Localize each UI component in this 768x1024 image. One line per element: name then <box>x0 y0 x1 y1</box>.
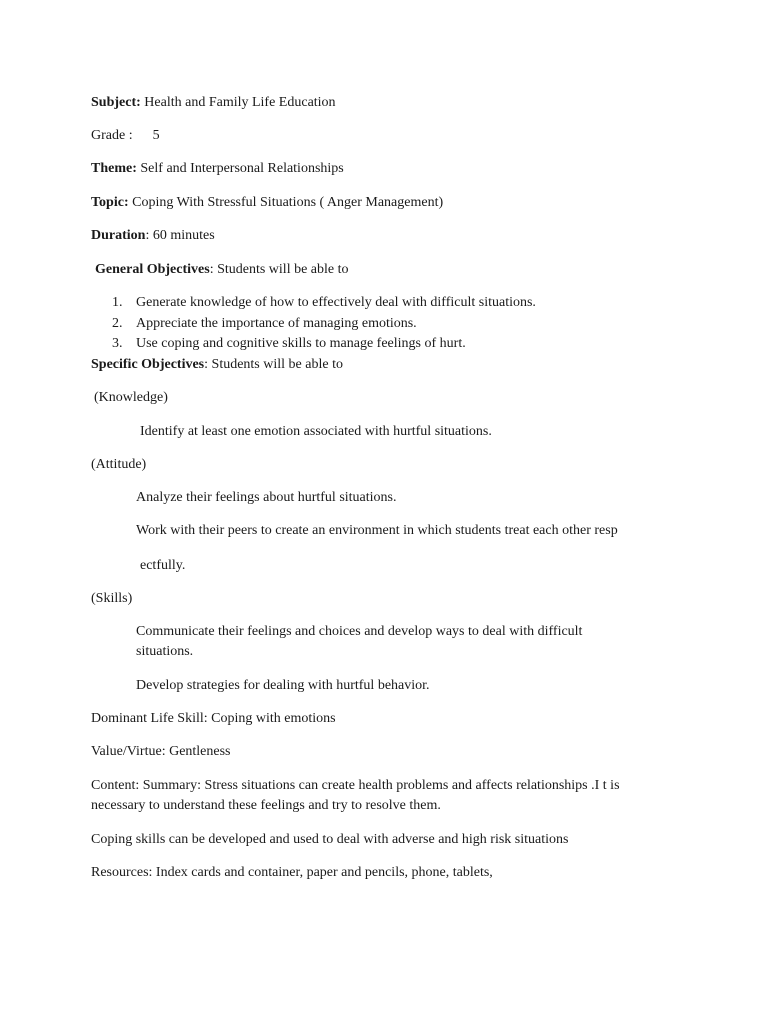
list-item-number: 2. <box>112 316 123 331</box>
attitude-objective-2: Work with their peers to create an environment in which students treat each other resp <box>136 523 618 538</box>
subject-label: Subject: <box>91 95 141 110</box>
resources-line: Resources: Index cards and container, paper and pencils, phone, tablets, <box>91 865 493 880</box>
list-item: Appreciate the importance of managing emotions. <box>136 316 417 331</box>
general-objectives-label: General Objectives <box>95 262 210 277</box>
topic-line <box>91 194 443 212</box>
coping-skills-line: Coping skills can be developed and used to deal with adverse and high risk situations <box>91 832 569 847</box>
theme-value: Self and Interpersonal Relationships <box>136 161 344 176</box>
attitude-objective-1: Analyze their feelings about hurtful situations. <box>136 490 397 505</box>
dominant-life-skill: Dominant Life Skill: Coping with emotions <box>91 711 336 726</box>
list-item: Use coping and cognitive skills to manage feelings of hurt. <box>136 336 466 351</box>
skills-heading: (Skills) <box>91 591 133 606</box>
grade-label: Grade : <box>91 128 133 143</box>
grade-value: 5 <box>152 128 160 143</box>
list-item-number: 1. <box>112 295 123 310</box>
subject-line <box>91 94 336 112</box>
content-summary: Content: Summary: Stress situations can create health problems and affects relationships .I t is <box>91 778 620 793</box>
specific-objectives-line <box>91 356 343 374</box>
knowledge-objective: Identify at least one emotion associated with hurtful situations. <box>140 424 492 439</box>
skills-objective-1: Communicate their feelings and choices and develop ways to deal with difficult <box>136 624 583 639</box>
knowledge-heading: (Knowledge) <box>94 390 168 405</box>
skills-objective-1-continued: situations. <box>136 644 194 659</box>
topic-value: Coping With Stressful Situations ( Anger Management) <box>128 195 444 210</box>
duration-label: Duration <box>91 228 146 243</box>
general-objectives-value: : Students will be able to <box>209 262 349 277</box>
skills-objective-2: Develop strategies for dealing with hurtful behavior. <box>136 678 430 693</box>
attitude-heading: (Attitude) <box>91 457 147 472</box>
grade-line <box>91 127 160 145</box>
attitude-objective-2-continued: ectfully. <box>140 558 186 573</box>
specific-objectives-label: Specific Objectives <box>91 357 205 372</box>
topic-label: Topic: <box>91 195 129 210</box>
general-objectives-line <box>95 261 349 279</box>
theme-label: Theme: <box>91 161 137 176</box>
content-summary-continued: necessary to understand these feelings and try to resolve them. <box>91 798 441 813</box>
list-item-number: 3. <box>112 336 123 351</box>
duration-line <box>91 227 215 245</box>
duration-value: : 60 minutes <box>145 228 215 243</box>
subject-value: Health and Family Life Education <box>140 95 336 110</box>
specific-objectives-value: : Students will be able to <box>204 357 343 372</box>
value-virtue: Value/Virtue: Gentleness <box>91 744 231 759</box>
list-item: Generate knowledge of how to effectively deal with difficult situations. <box>136 295 536 310</box>
theme-line <box>91 160 344 178</box>
